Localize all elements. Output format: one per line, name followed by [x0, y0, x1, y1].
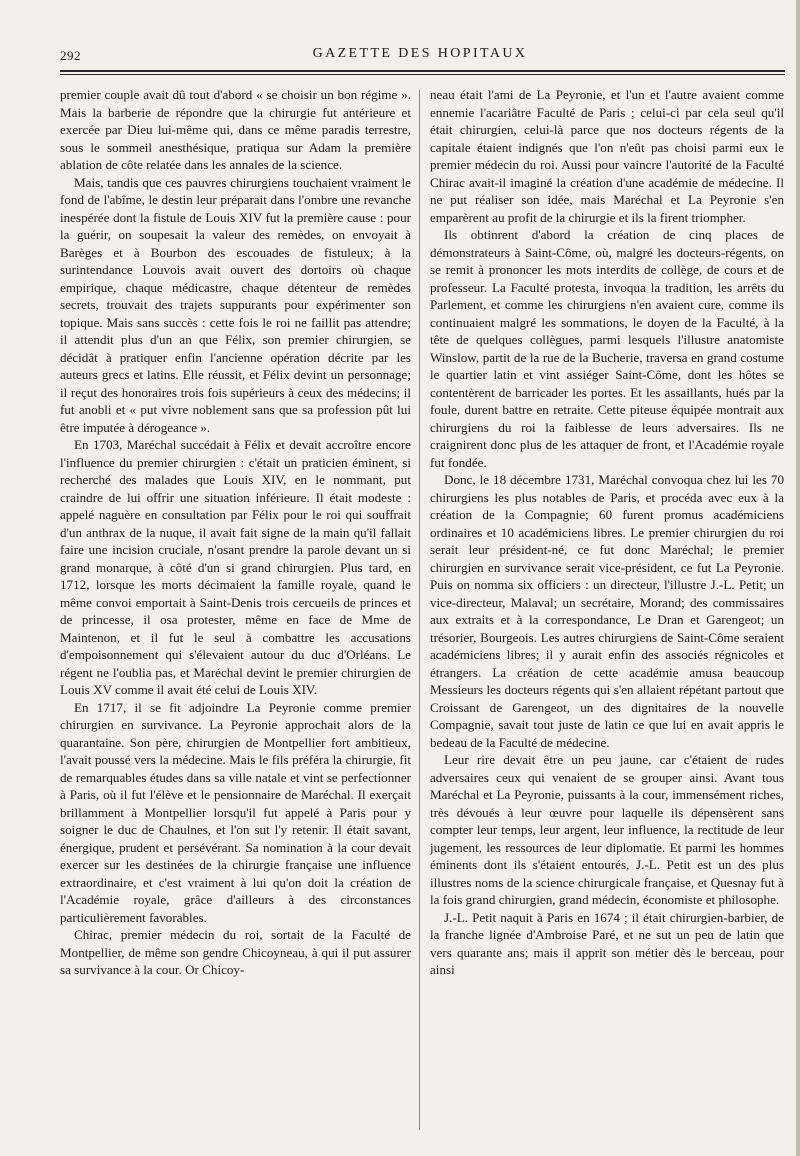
- paragraph: En 1703, Maréchal succédait à Félix et devait accroître encore l'influence du premier chirurgien : c'était un praticien éminent, si recherché des malades que Louis XIV, en le nommant, put craindre de lui offrir une situation inférieure. Il était modeste : appelé naguère en consultation par Félix pour le roi qui souffrait d'un anthrax de la nuque, il avait fait signe de la main qu'il fallait faire une incision cruciale, n'osant prendre la parole devant un si grand monarque, à côté d'un si grand chirurgien. Plus tard, en 1712, lorsque les morts décimaient la famille royale, quand le même convoi emportait à Saint-Denis trois cercueils de princes et de princesse, il osa protester, même en face de Mme de Maintenon, et il fut le seul à combattre les accusations d'empoisonnement qui s'élevaient autour du duc d'Orléans. Le régent ne l'oublia pas, et Maréchal devint le premier chirurgien de Louis XV comme il avait été celui de Louis XIV.: [60, 437, 411, 697]
- paragraph: Chirac, premier médecin du roi, sortait de la Faculté de Montpellier, de même son gendre Chicoyneau, à qui il put assurer sa survivance à la cour. Or Chicoy-: [60, 927, 411, 977]
- paragraph: En 1717, il se fit adjoindre La Peyronie comme premier chirurgien en survivance. La Peyronie approchait alors de la quarantaine. Son père, chirurgien de Montpellier fort ambitieux, l'avait poussé vers la médecine. Mais le fils préféra la chirurgie, fit de remarquables études dans sa ville natale et vint se perfectionner à Paris, où il fut l'élève et le pensionnaire de Maréchal. Il exerçait brillamment à Montpellier lorsqu'il fut appelé à Paris pour y soigner le duc de Chaulnes, et l'on sut l'y retenir. Il était savant, énergique, prudent et persévérant. Sa nomination à la cour devait exercer sur les destinées de la chirurgie française une influence extraordinaire, et c'est vraiment à lui qu'on doit la création de l'Académie royale, grâce d'ailleurs à des circonstances particulièrement favorables.: [60, 699, 411, 925]
- column-divider: [419, 90, 420, 1130]
- paragraph: premier couple avait dû tout d'abord « se choisir un bon régime ». Mais la barberie de répondre que la chirurgie fut antérieure et exercée par Dieu lui-même qui, dans ce même paradis terrestre, sous le sommeil anesthésique, pratiqua sur Adam la première ablation de côte relatée dans les annales de la science.: [60, 87, 411, 172]
- paragraph: Ils obtinrent d'abord la création de cinq places de démonstrateurs à Saint-Côme, où, malgré les docteurs-régents, on se remit à prononcer les mots interdits de collège, de cours et de professeur. La Faculté protesta, invoqua la tradition, les arrêts du Parlement, et comme les chirurgiens n'en avaient cure, comme ils continuaient malgré les sommations, le doyen de la Faculté, à la tête de quelques collègues, parmi lesquels l'illustre anatomiste Winslow, partit de la rue de la Bucherie, traversa en grand costume le quartier latin et vint assiéger Saint-Côme, dont les hôtes se contentèrent de barricader les portes. Et les assaillants, hués par la foule, durent battre en retraite. Cette piteuse équipée montrait aux chirurgiens du roi la faiblesse de leurs adversaires. Ils ne craignirent donc plus de les attaquer de front, et l'Académie royale fut fondée.: [430, 227, 784, 470]
- paragraph: J.-L. Petit naquit à Paris en 1674 ; il était chirurgien-barbier, de la franche lignée d'Ambroise Paré, et ne sut un peu de latin que vers quarante ans; mais il apprit son métier dès le berceau, pour ainsi: [430, 909, 784, 977]
- paragraph: Leur rire devait être un peu jaune, car c'étaient de rudes adversaires ceux qui venaient de se grouper ainsi. Avant tous Maréchal et La Peyronie, puissants à la cour, immensément riches, très dévoués à leur œuvre pour laquelle ils dépensèrent sans compter leur temps, leur argent, leur influence, la rectitude de leur jugement, les ressources de leur diplomatie. Et parmi les hommes éminents dont ils s'étaient entourés, J.-L. Petit est un des plus illustres noms de la science chirurgicale française, et Quesnay fut à la fois grand chirurgien, grand médecin, économiste et philosophe.: [430, 752, 784, 907]
- paragraph: neau était l'ami de La Peyronie, et l'un et l'autre avaient comme ennemie l'acariâtre Faculté de Paris ; celui-ci par cela seul qu'il était chirurgien, celui-là parce que nos docteurs régents de la capitale étaient indignés que l'on n'eût pas choisi parmi eux le premier médecin du roi. Aussi pour vaincre l'autorité de la Faculté Chirac avait-il imaginé la création d'une académie de médecine. Il ne put réaliser son idée, mais Maréchal et La Peyronie s'en emparèrent au profit de la chirurgie et ils la firent triompher.: [430, 87, 784, 225]
- journal-title: GAZETTE DES HOPITAUX: [312, 46, 528, 61]
- paragraph: Donc, le 18 décembre 1731, Maréchal convoqua chez lui les 70 chirurgiens les plus notables de Paris, et procéda avec eux à la création de la Compagnie; 60 furent promus académiciens ordinaires et 10 académiciens libres. Le premier chirurgien du roi serait leur président-né, ce fut donc Maréchal; le premier chirurgien en survivance serait vice-président, ce fut La Peyronie. Puis on nomma six officiers : un directeur, l'illustre J.-L. Petit; un vice-directeur, Malaval; un secrétaire, Morand; des commissaires aux extraits et à la correspondance, Le Dran et Garengeot; un trésorier, Bourgeois. Les autres chirurgiens de Saint-Côme seraient académiciens libres; il y aurait enfin des associés régnicoles et étrangers. La création de cette académie amusa beaucoup Messieurs les docteurs régents qui s'en allaient répétant partout que Croissant de Garengeot, un des dignitaires de la nouvelle Compagnie, savait tout juste de latin ce que lui en avait appris le bedeau de la Faculté de médecine.: [430, 472, 784, 750]
- right-column: [430, 86, 784, 1142]
- header-rule-thin: [60, 74, 785, 75]
- page-header: [60, 44, 780, 68]
- page-number: 292: [60, 48, 81, 63]
- page-edge: [796, 0, 800, 1156]
- header-rule-thick: [60, 70, 785, 72]
- left-column: [60, 86, 411, 1142]
- paragraph: Mais, tandis que ces pauvres chirurgiens touchaient vraiment le fond de l'abîme, le destin leur préparait dans l'ombre une revanche inespérée dont la fistule de Louis XIV fut la première cause : pour la guérir, on soupesait la valeur des remèdes, on envoyait à Barèges et à Bourbon des escouades de fistuleux; à la surintendance Louvois avait ouvert des dortoirs où chaque empirique, chaque médicastre, chaque détenteur de remèdes secrets, trouvait des trajets suppurants pour expérimenter son topique. Mais sans succès : cette fois le roi ne faillit pas attendre; il attendit plus d'un an que Félix, son premier chirurgien, se décidât à pratiquer enfin l'ancienne opération décrite par les auteurs grecs et latins. Elle réussit, et Félix devint un personnage; il reçut des honoraires trois fois supérieurs à ceux des médecins; il fut anobli et « put vivre noblement sans que sa profession pût lui être imputée à dérogeance ».: [60, 174, 411, 435]
